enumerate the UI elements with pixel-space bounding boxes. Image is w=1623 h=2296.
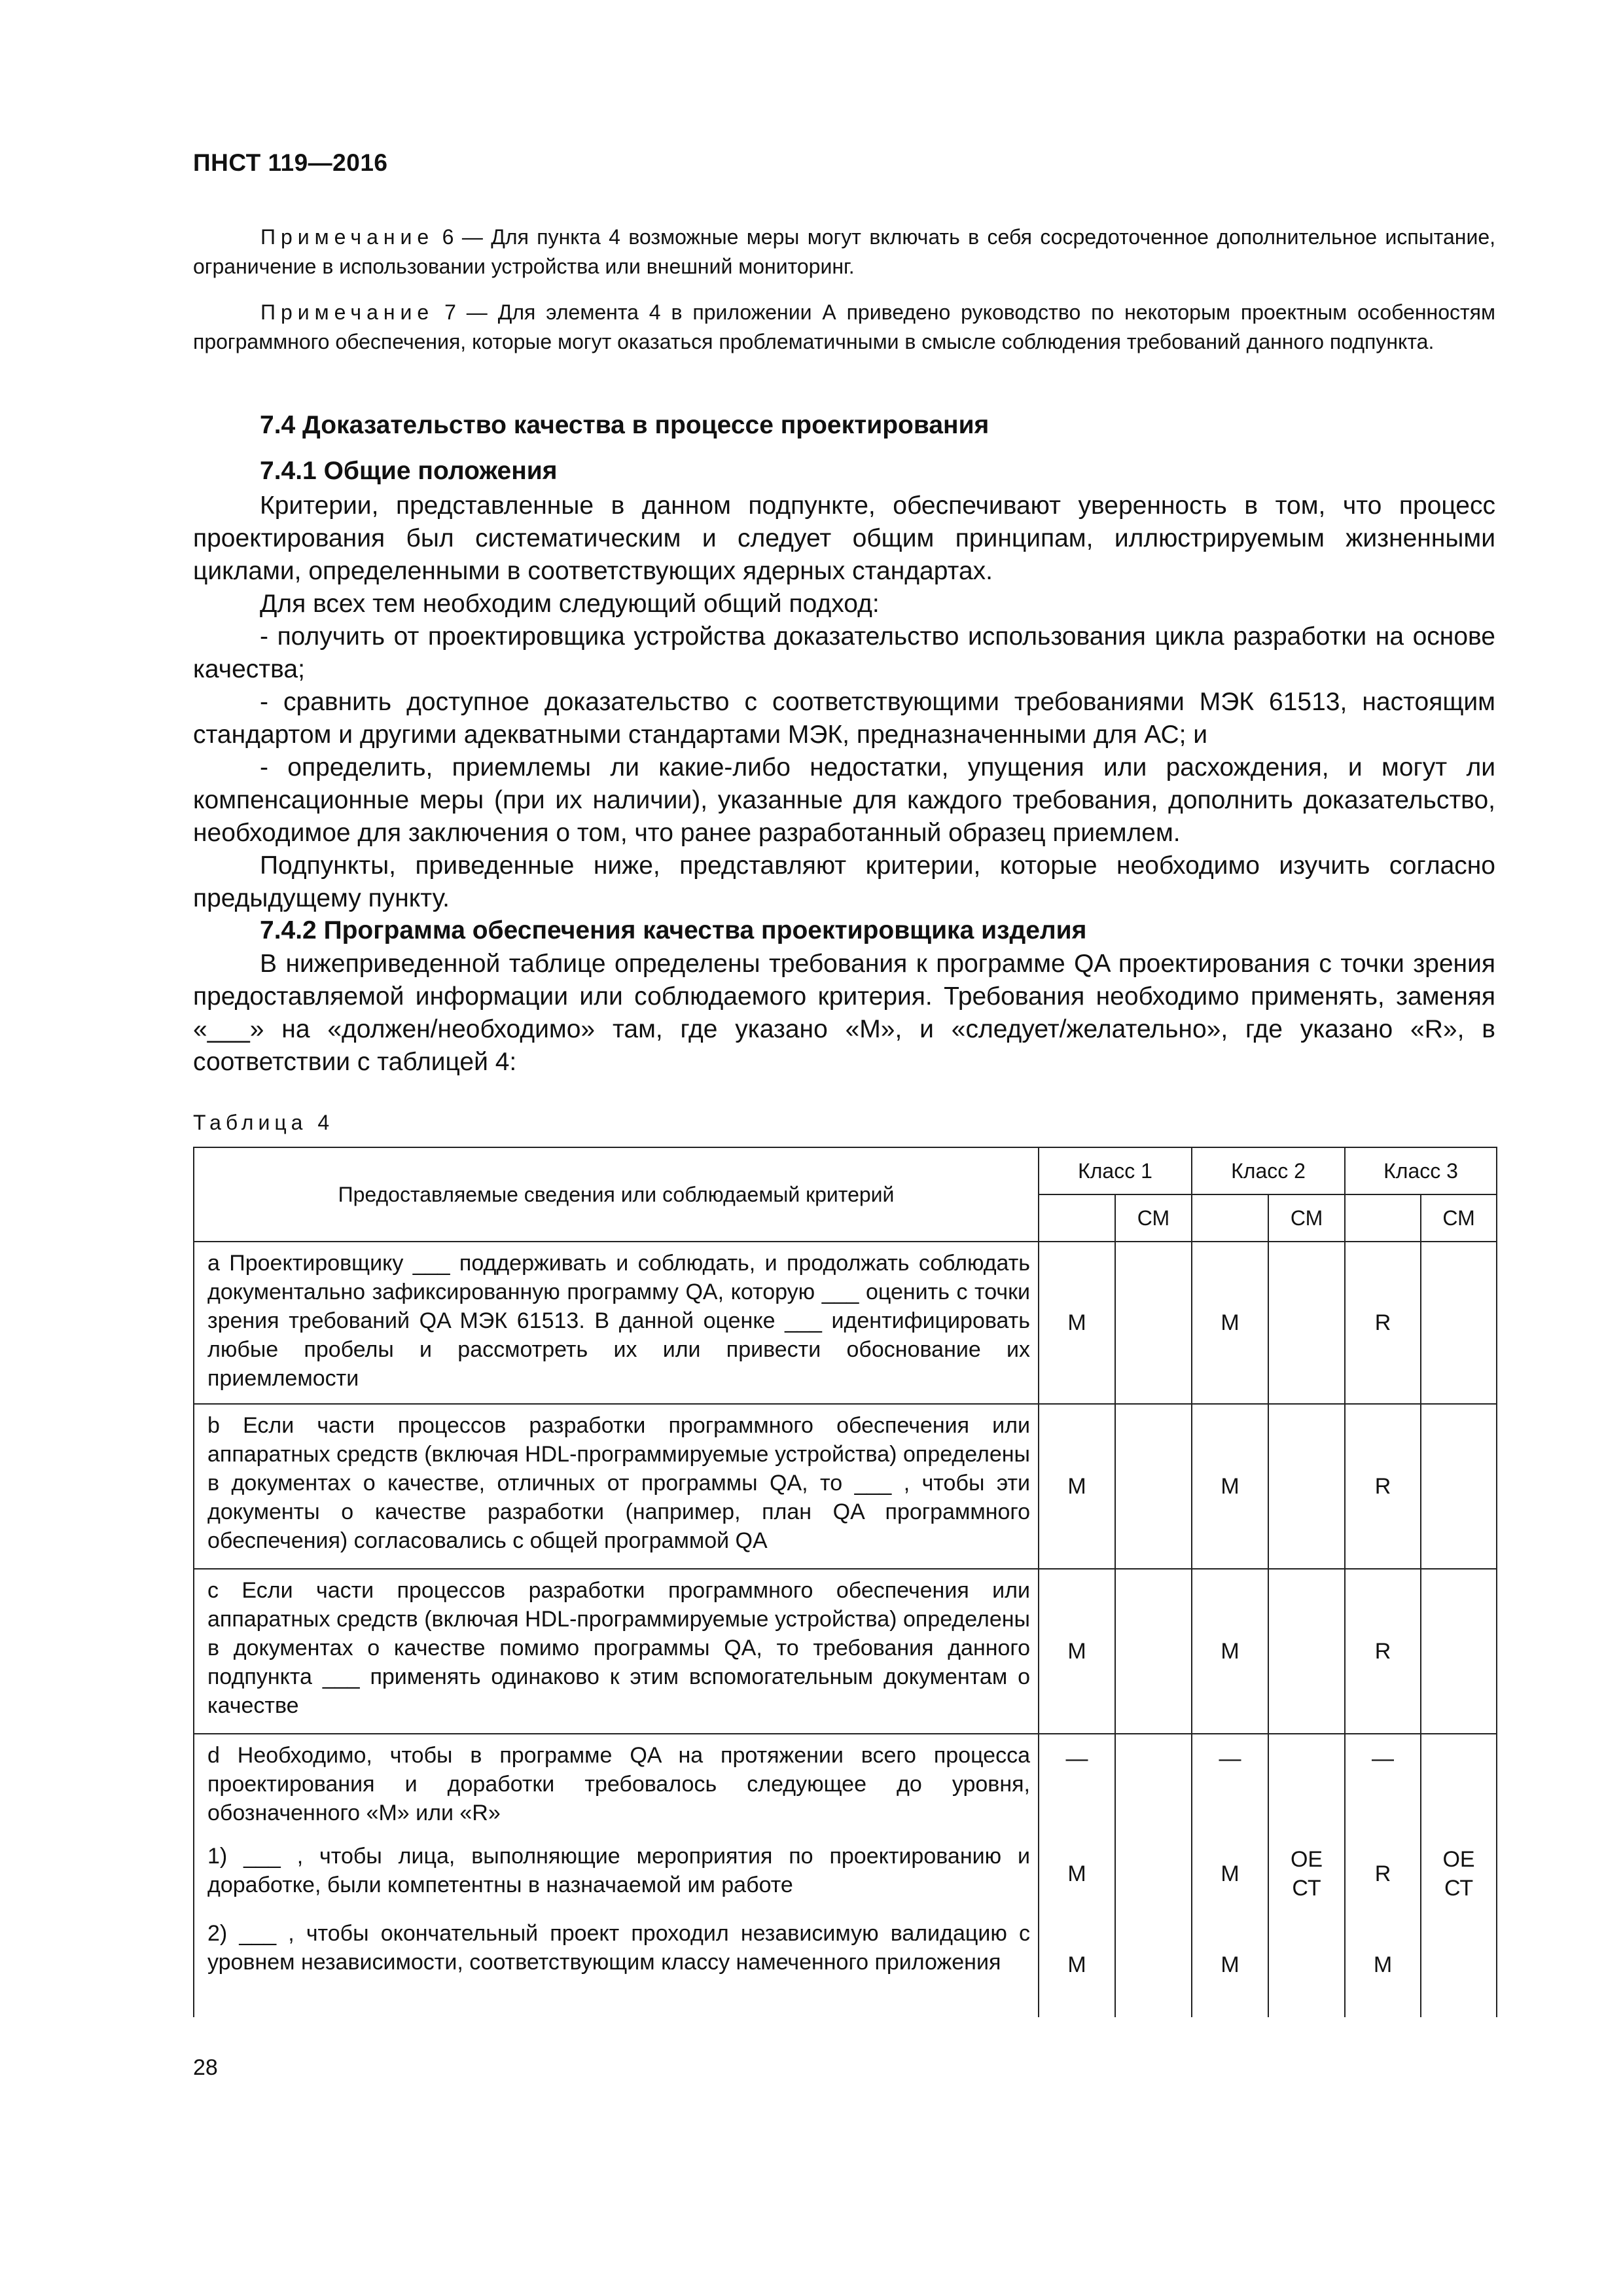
- class-1-level: —: [1039, 1734, 1115, 1835]
- class-1-cm: [1115, 1835, 1192, 1912]
- requirement-text: c Если части процессов разработки программного обеспечения или аппаратных средств (включая HDL-программируемые устройства) определены в документах о качестве помимо программы QA, то требования данного подпункта ___ применять одинаково к этим вспомогательным документам о качестве: [194, 1569, 1039, 1734]
- class-1-cm: [1115, 1404, 1192, 1569]
- requirement-text: b Если части процессов разработки программного обеспечения или аппаратных средств (включая HDL-программируемые устройства) определены в документах о качестве, отличных от программы QA, то ___ , чтобы эти документы о качестве разработки (например, план QA программного обеспечения) согласовались с общей программой QA: [194, 1404, 1039, 1569]
- note-text: — Для элемента 4 в приложении А приведено руководство по некоторым проектным особенностям программного обеспечения, которые могут оказаться проблематичными в смысле соблюдения требований данного подпункта.: [193, 300, 1495, 353]
- bullet-item: - получить от проектировщика устройства доказательство использования цикла разработки на основе качества;: [193, 622, 1495, 683]
- class-1-cm: [1115, 1734, 1192, 1835]
- note-7: [193, 298, 1495, 357]
- header-class-3: Класс 3: [1345, 1147, 1497, 1194]
- header-class-2-level: [1192, 1194, 1268, 1242]
- class-2-level: М: [1192, 1242, 1268, 1404]
- class-2-level: —: [1192, 1734, 1268, 1835]
- class-3-cm: [1421, 1912, 1497, 2017]
- paragraph: Для всех тем необходим следующий общий подход:: [260, 590, 880, 618]
- paragraph: Подпункты, приведенные ниже, представляют критерии, которые необходимо изучить согласно предыдущему пункту.: [193, 852, 1495, 912]
- class-1-level: М: [1039, 1242, 1115, 1404]
- class-3-cm: [1421, 1404, 1497, 1569]
- requirement-text: a Проектировщику ___ поддерживать и соблюдать, и продолжать соблюдать документально зафиксированную программу QA, которую ___ оценить с точки зрения требований QA МЭК 61513. В данной оценке ___ идентифицировать любые пробелы и рассмотреть их или привести обоснование их приемлемости: [194, 1242, 1039, 1404]
- class-1-cm: [1115, 1242, 1192, 1404]
- class-3-level: —: [1345, 1734, 1421, 1835]
- class-2-level: М: [1192, 1835, 1268, 1912]
- class-2-cm: ОЕ СТ: [1268, 1835, 1345, 1912]
- class-2-level: М: [1192, 1912, 1268, 2017]
- note-label: Примечание: [260, 225, 435, 249]
- table-row: [194, 1835, 1497, 1912]
- class-3-level: R: [1345, 1404, 1421, 1569]
- section-title-7-4: 7.4 Доказательство качества в процессе проектирования: [260, 411, 990, 439]
- header-class-1-cm: СМ: [1115, 1194, 1192, 1242]
- requirement-text: d Необходимо, чтобы в программе QA на протяжении всего процесса проектирования и доработки требовалось следующее до уровня, обозначенного «М» или «R»: [194, 1734, 1039, 1835]
- header-class-3-cm: СМ: [1421, 1194, 1497, 1242]
- requirements-table: [193, 1147, 1497, 2017]
- note-text: — Для пункта 4 возможные меры могут включать в себя сосредоточенное дополнительное испытание, ограничение в использовании устройства или внешний мониторинг.: [193, 225, 1496, 278]
- table-row: [194, 1404, 1497, 1569]
- table-row: [194, 1912, 1497, 2017]
- class-3-cm: [1421, 1734, 1497, 1835]
- page-number: 28: [193, 2055, 218, 2080]
- table-row: [194, 1734, 1497, 1835]
- note-number: 7: [444, 300, 456, 324]
- subsection-title-7-4-2: 7.4.2 Программа обеспечения качества проектировщика изделия: [260, 916, 1087, 944]
- header-class-3-level: [1345, 1194, 1421, 1242]
- paragraph: Критерии, представленные в данном подпункте, обеспечивают уверенность в том, что процесс проектирования был систематическим и следует общим принципам, иллюстрируемым жизненными циклами, определенными в соответствующих ядерных стандартах.: [193, 492, 1495, 585]
- paragraph: В нижеприведенной таблице определены требования к программе QA проектирования с точки зрения предоставляемой информации или соблюдаемого критерия. Требования необходимо применять, заменяя «___» на «должен/необходимо» там, где указано «М», и «следует/желательно», где указано «R», в соответствии с таблицей 4:: [193, 950, 1495, 1076]
- class-2-cm: [1268, 1242, 1345, 1404]
- class-3-level: R: [1345, 1242, 1421, 1404]
- bullet-item: - сравнить доступное доказательство с соответствующими требованиями МЭК 61513, настоящим стандартом и другими адекватными стандартами МЭК, предназначенными для АС; и: [193, 688, 1495, 749]
- requirement-text: 1) ___ , чтобы лица, выполняющие мероприятия по проектированию и доработке, были компетентны в назначаемой им работе: [194, 1835, 1039, 1912]
- class-2-level: М: [1192, 1569, 1268, 1734]
- header-class-1-level: [1039, 1194, 1115, 1242]
- header-class-2-cm: СМ: [1268, 1194, 1345, 1242]
- class-1-level: М: [1039, 1569, 1115, 1734]
- class-3-level: R: [1345, 1569, 1421, 1734]
- class-1-level: М: [1039, 1912, 1115, 2017]
- table-caption: Таблица 4: [193, 1111, 334, 1134]
- table-row: [194, 1242, 1497, 1404]
- note-label: Примечание: [260, 300, 435, 324]
- document-code: ПНСТ 119—2016: [193, 149, 388, 176]
- header-criteria: Предоставляемые сведения или соблюдаемый критерий: [194, 1147, 1039, 1242]
- class-1-cm: [1115, 1569, 1192, 1734]
- class-2-cm: [1268, 1404, 1345, 1569]
- class-2-level: М: [1192, 1404, 1268, 1569]
- note-6: [193, 223, 1495, 281]
- class-3-cm: [1421, 1242, 1497, 1404]
- subsection-7-4-1-body: [193, 490, 1495, 915]
- class-1-level: М: [1039, 1404, 1115, 1569]
- table-row: [194, 1569, 1497, 1734]
- class-3-cm: [1421, 1569, 1497, 1734]
- bullet-item: - определить, приемлемы ли какие-либо недостатки, упущения или расхождения, и могут ли компенсационные меры (при их наличии), указанные для каждого требования, дополнить доказательство, необходимое для заключения о том, что ранее разработанный образец приемлем.: [193, 753, 1495, 847]
- requirement-text: 2) ___ , чтобы окончательный проект проходил независимую валидацию с уровнем независимости, соответствующим классу намеченного приложения: [194, 1912, 1039, 2017]
- subsection-7-4-2-body: [193, 948, 1495, 1079]
- class-1-level: М: [1039, 1835, 1115, 1912]
- class-2-cm: [1268, 1912, 1345, 2017]
- class-3-level: R: [1345, 1835, 1421, 1912]
- class-2-cm: [1268, 1569, 1345, 1734]
- class-2-cm: [1268, 1734, 1345, 1835]
- header-class-1: Класс 1: [1039, 1147, 1192, 1194]
- class-3-cm: ОЕ СТ: [1421, 1835, 1497, 1912]
- subsection-title-7-4-1: 7.4.1 Общие положения: [260, 457, 558, 485]
- note-number: 6: [442, 225, 454, 249]
- class-1-cm: [1115, 1912, 1192, 2017]
- class-3-level: М: [1345, 1912, 1421, 2017]
- header-class-2: Класс 2: [1192, 1147, 1345, 1194]
